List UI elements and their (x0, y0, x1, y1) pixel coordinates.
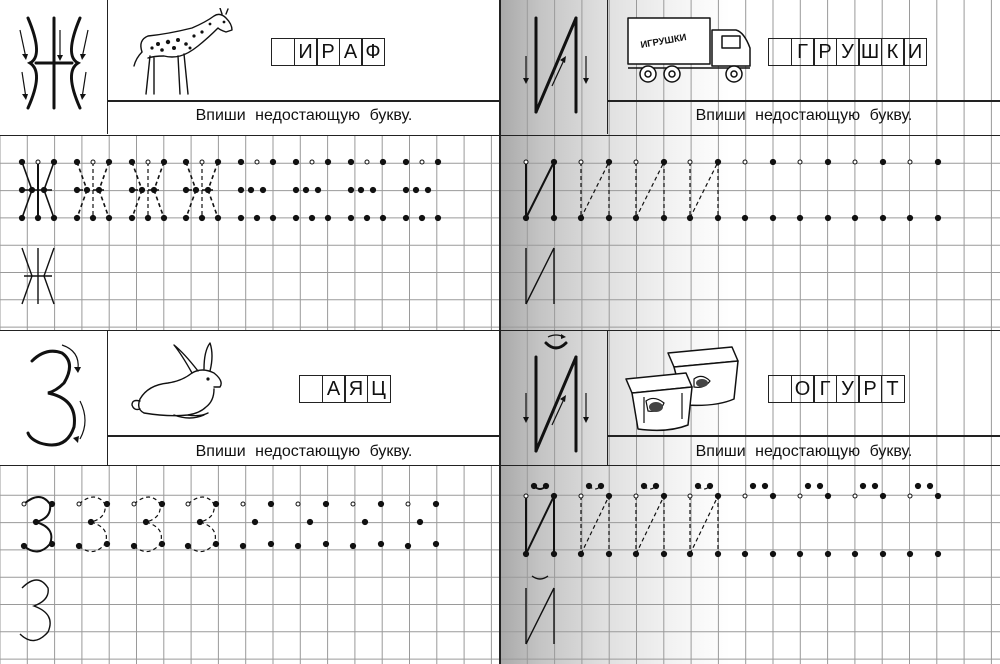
trace-dot (707, 483, 712, 488)
trace-dot (315, 187, 320, 192)
trace-dot (880, 215, 885, 220)
letter-iy-stroke-guide (500, 331, 608, 465)
trace-dot (96, 187, 101, 192)
trace-dot (254, 215, 259, 220)
trace-dot (378, 541, 383, 546)
trace-dot (523, 215, 528, 220)
trace-dot (197, 519, 202, 524)
word-boxes-zayac (299, 375, 391, 403)
trace-stroke (154, 190, 164, 218)
trace-stroke (44, 248, 54, 276)
trace-dot (260, 187, 265, 192)
trace-dot (750, 483, 755, 488)
word-letter: Р (813, 38, 837, 66)
trace-dot (238, 159, 243, 164)
practice-rows-iy (500, 468, 1000, 664)
trace-stroke (44, 276, 54, 304)
trace-dot (908, 160, 912, 164)
letter-zh-cell (0, 0, 108, 134)
trace-dot (403, 187, 408, 192)
trace-stroke (77, 162, 87, 190)
right-page (500, 0, 1000, 664)
trace-dot (161, 215, 166, 220)
letter-z-cell (0, 331, 108, 465)
trace-dot (606, 159, 611, 164)
trace-dot (104, 501, 109, 506)
trace-dot (852, 551, 857, 556)
trace-dot (688, 160, 692, 164)
trace-dot (417, 519, 422, 524)
trace-dot (433, 541, 438, 546)
trace-dot (524, 160, 528, 164)
trace-dot (268, 541, 273, 546)
trace-dot (606, 215, 611, 220)
trace-dot (817, 483, 822, 488)
letter-zh-stroke-guide (0, 0, 108, 134)
trace-dot (303, 187, 308, 192)
trace-dot (661, 215, 666, 220)
trace-dot (350, 543, 355, 548)
trace-dot (634, 494, 638, 498)
trace-dot (238, 215, 243, 220)
trace-stroke (44, 190, 54, 218)
trace-dot (742, 215, 747, 220)
trace-stroke (526, 496, 554, 554)
word-letter: К (881, 38, 905, 66)
truck-picture (626, 14, 756, 86)
trace-stroke (44, 162, 54, 190)
divider (608, 435, 1000, 437)
yogurt-cups-picture (624, 339, 742, 435)
word-letter: Г (813, 375, 837, 403)
trace-dot (29, 187, 34, 192)
trace-dot (551, 159, 556, 164)
trace-stroke (186, 190, 196, 218)
truck-label: ИГРУШКИ (639, 32, 688, 51)
lesson-i-header (500, 0, 1000, 136)
trace-dot (49, 501, 54, 506)
trace-dot (715, 159, 720, 164)
hare-picture (128, 341, 243, 425)
trace-dot (586, 483, 591, 488)
trace-dot (715, 551, 720, 556)
trace-dot (915, 483, 920, 488)
trace-dot (159, 501, 164, 506)
trace-dot (598, 483, 603, 488)
trace-stroke (526, 248, 554, 304)
trace-dot (403, 215, 408, 220)
trace-dot (146, 160, 150, 164)
trace-dot (307, 519, 312, 524)
trace-dot (74, 159, 79, 164)
trace-dot (268, 501, 273, 506)
trace-dot (715, 493, 720, 498)
trace-dot (880, 159, 885, 164)
word-letter: А (339, 38, 363, 66)
trace-dot (380, 159, 385, 164)
trace-dot (310, 160, 314, 164)
trace-dot (33, 519, 38, 524)
trace-dot (325, 159, 330, 164)
trace-dot (907, 215, 912, 220)
trace-dot (380, 215, 385, 220)
trace-dot (248, 187, 253, 192)
trace-stroke (208, 162, 218, 190)
trace-dot (634, 160, 638, 164)
divider (108, 100, 500, 102)
letter-iy-cell (500, 331, 608, 465)
trace-dot (543, 483, 548, 488)
trace-dot (852, 215, 857, 220)
trace-dot (762, 483, 767, 488)
trace-stroke (208, 190, 218, 218)
practice-rows-zh (0, 136, 500, 328)
trace-dot (348, 159, 353, 164)
trace-dot (531, 483, 536, 488)
trace-dot (420, 160, 424, 164)
trace-dot (742, 551, 747, 556)
trace-dot (76, 543, 81, 548)
trace-dot (106, 215, 111, 220)
instruction-text: Впиши недостающую букву. (195, 443, 413, 460)
trace-dot (240, 543, 245, 548)
trace-dot (362, 519, 367, 524)
trace-dot (365, 160, 369, 164)
word-letter: Ш (858, 38, 882, 66)
letter-z-stroke-guide (0, 331, 108, 465)
trace-dot (688, 494, 692, 498)
trace-dot (413, 187, 418, 192)
trace-dot (35, 215, 40, 220)
word-boxes-iogurt (768, 375, 905, 403)
trace-dot (323, 501, 328, 506)
trace-dot (425, 187, 430, 192)
instruction-text: Впиши недостающую букву. (695, 443, 913, 460)
trace-dot (183, 187, 188, 192)
trace-dot (19, 187, 24, 192)
trace-dot (370, 187, 375, 192)
trace-dot (606, 551, 611, 556)
trace-dot (770, 159, 775, 164)
word-letter: И (903, 38, 927, 66)
trace-dot (19, 159, 24, 164)
trace-dot (661, 551, 666, 556)
trace-stroke (636, 496, 664, 554)
trace-stroke (526, 162, 554, 218)
trace-dot (406, 502, 410, 506)
trace-dot (797, 551, 802, 556)
trace-dot (523, 551, 528, 556)
trace-dot (798, 494, 802, 498)
trace-dot (199, 215, 204, 220)
trace-dot (578, 215, 583, 220)
trace-dot (578, 551, 583, 556)
trace-dot (715, 215, 720, 220)
trace-dot (364, 215, 369, 220)
trace-dot (348, 215, 353, 220)
trace-stroke (581, 496, 609, 554)
trace-dot (145, 215, 150, 220)
trace-dot (579, 494, 583, 498)
trace-dot (770, 215, 775, 220)
trace-dot (927, 483, 932, 488)
trace-stroke (20, 580, 50, 641)
word-letter: Ф (361, 38, 385, 66)
lesson-iy-header (500, 330, 1000, 466)
trace-dot (51, 159, 56, 164)
trace-dot (84, 187, 89, 192)
trace-dot (853, 494, 857, 498)
trace-dot (405, 543, 410, 548)
trace-dot (935, 493, 940, 498)
trace-dot (743, 494, 747, 498)
trace-dot (151, 187, 156, 192)
trace-dot (908, 494, 912, 498)
trace-dot (797, 215, 802, 220)
trace-dot (358, 187, 363, 192)
trace-stroke (132, 162, 142, 190)
trace-dot (74, 215, 79, 220)
trace-dot (193, 187, 198, 192)
trace-dot (200, 160, 204, 164)
trace-stroke (532, 576, 548, 579)
letter-i-cell (500, 0, 608, 134)
trace-dot (551, 551, 556, 556)
trace-stroke (99, 190, 109, 218)
trace-dot (907, 551, 912, 556)
trace-stroke (132, 190, 142, 218)
trace-dot (293, 215, 298, 220)
trace-dot (88, 519, 93, 524)
trace-dot (770, 551, 775, 556)
trace-dot (129, 215, 134, 220)
missing-letter-box[interactable] (271, 38, 295, 66)
divider (108, 435, 500, 437)
trace-dot (419, 215, 424, 220)
trace-dot (687, 551, 692, 556)
trace-dot (825, 493, 830, 498)
trace-dot (435, 215, 440, 220)
trace-dot (255, 160, 259, 164)
trace-dot (551, 493, 556, 498)
trace-dot (104, 541, 109, 546)
trace-stroke (77, 190, 87, 218)
practice-rows-i (500, 136, 1000, 328)
trace-dot (215, 215, 220, 220)
trace-dot (213, 541, 218, 546)
trace-dot (348, 187, 353, 192)
trace-dot (606, 493, 611, 498)
word-letter: О (791, 375, 815, 403)
trace-dot (825, 551, 830, 556)
trace-dot (139, 187, 144, 192)
trace-dot (132, 502, 136, 506)
trace-dot (295, 543, 300, 548)
trace-dot (186, 502, 190, 506)
trace-dot (41, 187, 46, 192)
trace-dot (183, 159, 188, 164)
trace-dot (825, 215, 830, 220)
word-letter: Ц (367, 375, 391, 403)
trace-dot (77, 502, 81, 506)
trace-stroke (99, 162, 109, 190)
trace-dot (19, 215, 24, 220)
lesson-zh-header (0, 0, 500, 136)
trace-dot (805, 483, 810, 488)
book-spine (499, 0, 501, 664)
word-letter: И (294, 38, 318, 66)
trace-dot (129, 187, 134, 192)
trace-dot (90, 215, 95, 220)
trace-dot (213, 501, 218, 506)
word-letter: У (836, 375, 860, 403)
trace-dot (270, 215, 275, 220)
trace-dot (296, 502, 300, 506)
trace-dot (185, 543, 190, 548)
trace-dot (161, 159, 166, 164)
trace-dot (860, 483, 865, 488)
trace-dot (129, 159, 134, 164)
trace-dot (252, 519, 257, 524)
trace-dot (853, 160, 857, 164)
trace-dot (323, 541, 328, 546)
trace-dot (51, 215, 56, 220)
trace-dot (825, 159, 830, 164)
trace-dot (159, 541, 164, 546)
trace-dot (49, 541, 54, 546)
letter-i-stroke-guide (500, 0, 608, 134)
trace-dot (293, 159, 298, 164)
word-letter: Я (344, 375, 368, 403)
trace-dot (661, 493, 666, 498)
trace-dot (215, 159, 220, 164)
word-letter: Т (881, 375, 905, 403)
trace-dot (270, 159, 275, 164)
trace-dot (91, 160, 95, 164)
trace-dot (21, 543, 26, 548)
word-letter: У (836, 38, 860, 66)
trace-dot (743, 160, 747, 164)
trace-stroke (22, 276, 32, 304)
trace-stroke (22, 248, 32, 276)
trace-stroke (690, 162, 718, 218)
word-letter: Р (316, 38, 340, 66)
missing-letter-box[interactable] (299, 375, 323, 403)
trace-dot (205, 187, 210, 192)
trace-dot (22, 502, 26, 506)
trace-dot (641, 483, 646, 488)
trace-dot (183, 215, 188, 220)
trace-stroke (22, 162, 32, 190)
instruction-text: Впиши недостающую букву. (195, 107, 413, 124)
trace-dot (524, 494, 528, 498)
trace-dot (633, 551, 638, 556)
trace-stroke (154, 162, 164, 190)
trace-stroke (22, 190, 32, 218)
word-letter: Г (791, 38, 815, 66)
trace-dot (880, 551, 885, 556)
word-boxes-zhiraf (271, 38, 385, 66)
trace-dot (36, 160, 40, 164)
trace-dot (551, 215, 556, 220)
trace-stroke (581, 162, 609, 218)
word-boxes-igrushki (768, 38, 927, 66)
trace-dot (106, 159, 111, 164)
trace-dot (351, 502, 355, 506)
lesson-z-header (0, 330, 500, 466)
trace-dot (325, 215, 330, 220)
word-letter: Р (858, 375, 882, 403)
giraffe-picture (128, 8, 238, 100)
trace-dot (872, 483, 877, 488)
trace-dot (798, 160, 802, 164)
missing-letter-box[interactable] (768, 38, 792, 66)
practice-rows-z (0, 468, 500, 664)
word-letter: А (322, 375, 346, 403)
trace-dot (935, 551, 940, 556)
trace-stroke (526, 588, 554, 644)
trace-dot (238, 187, 243, 192)
trace-dot (935, 159, 940, 164)
trace-dot (74, 187, 79, 192)
divider (608, 100, 1000, 102)
trace-stroke (186, 162, 196, 190)
trace-dot (435, 159, 440, 164)
trace-dot (403, 159, 408, 164)
trace-dot (880, 493, 885, 498)
trace-dot (770, 493, 775, 498)
trace-dot (131, 543, 136, 548)
trace-dot (378, 501, 383, 506)
trace-dot (309, 215, 314, 220)
trace-stroke (690, 496, 718, 554)
missing-letter-box[interactable] (768, 375, 792, 403)
trace-dot (579, 160, 583, 164)
trace-dot (653, 483, 658, 488)
trace-dot (433, 501, 438, 506)
trace-dot (143, 519, 148, 524)
trace-dot (633, 215, 638, 220)
trace-dot (687, 215, 692, 220)
trace-dot (661, 159, 666, 164)
trace-stroke (636, 162, 664, 218)
instruction-text: Впиши недостающую букву. (695, 107, 913, 124)
trace-dot (695, 483, 700, 488)
trace-dot (241, 502, 245, 506)
trace-dot (935, 215, 940, 220)
trace-dot (293, 187, 298, 192)
